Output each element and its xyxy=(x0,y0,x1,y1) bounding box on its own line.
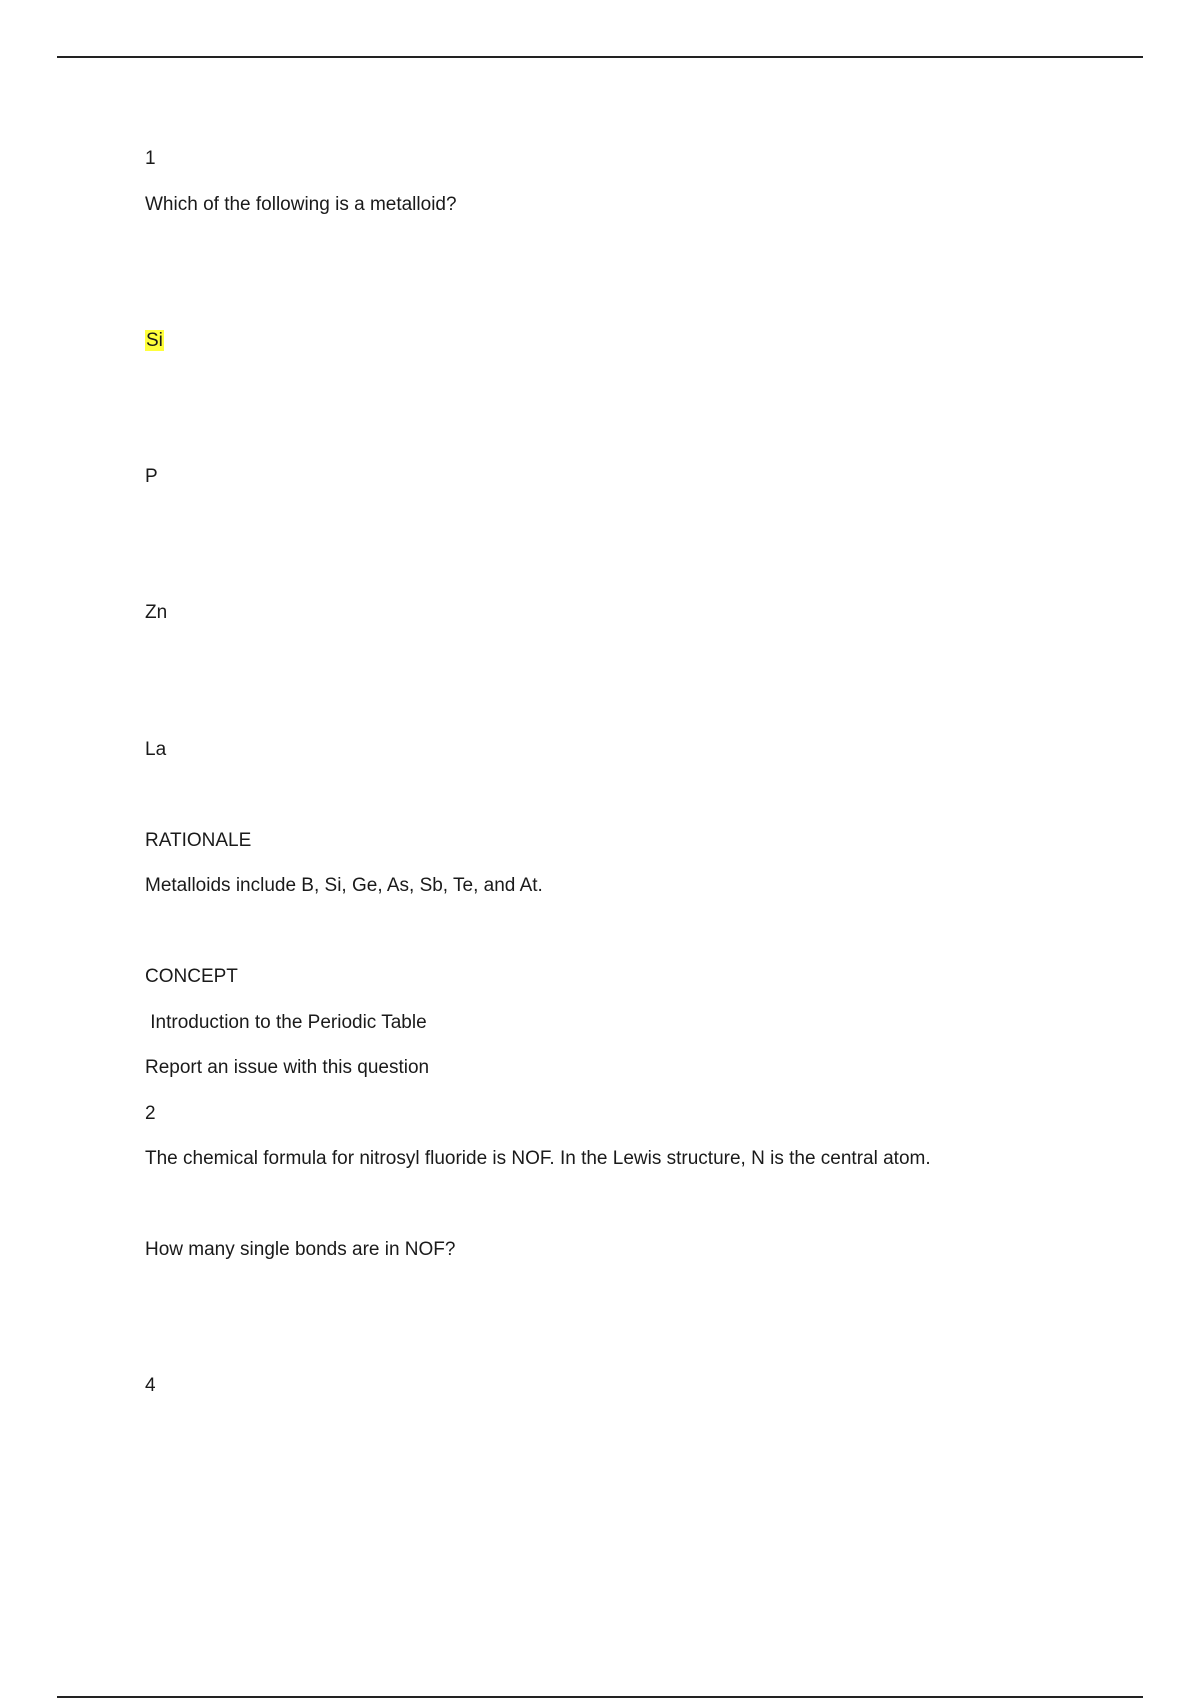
header-rule xyxy=(57,56,1143,58)
highlighted-answer: Si xyxy=(146,330,163,351)
concept-heading: CONCEPT xyxy=(145,966,238,987)
concept-text: Introduction to the Periodic Table xyxy=(145,1012,427,1033)
question-text: Which of the following is a metalloid? xyxy=(145,194,457,215)
answer-option-la[interactable]: La xyxy=(145,739,167,760)
answer-option-4[interactable]: 4 xyxy=(145,1375,156,1396)
answer-option-zn[interactable]: Zn xyxy=(145,602,168,623)
question-number: 2 xyxy=(145,1103,156,1124)
rationale-heading: RATIONALE xyxy=(145,830,252,851)
answer-option-p[interactable]: P xyxy=(145,466,158,487)
rationale-text: Metalloids include B, Si, Ge, As, Sb, Te, and At. xyxy=(145,875,543,896)
answer-option-si[interactable] xyxy=(145,329,164,353)
question-number: 1 xyxy=(145,148,156,169)
footer-rule xyxy=(57,1696,1143,1698)
question-text: How many single bonds are in NOF? xyxy=(145,1239,456,1260)
report-issue-link[interactable]: Report an issue with this question xyxy=(145,1057,430,1078)
question-stem: The chemical formula for nitrosyl fluoride is NOF. In the Lewis structure, N is the central atom. xyxy=(145,1148,931,1169)
